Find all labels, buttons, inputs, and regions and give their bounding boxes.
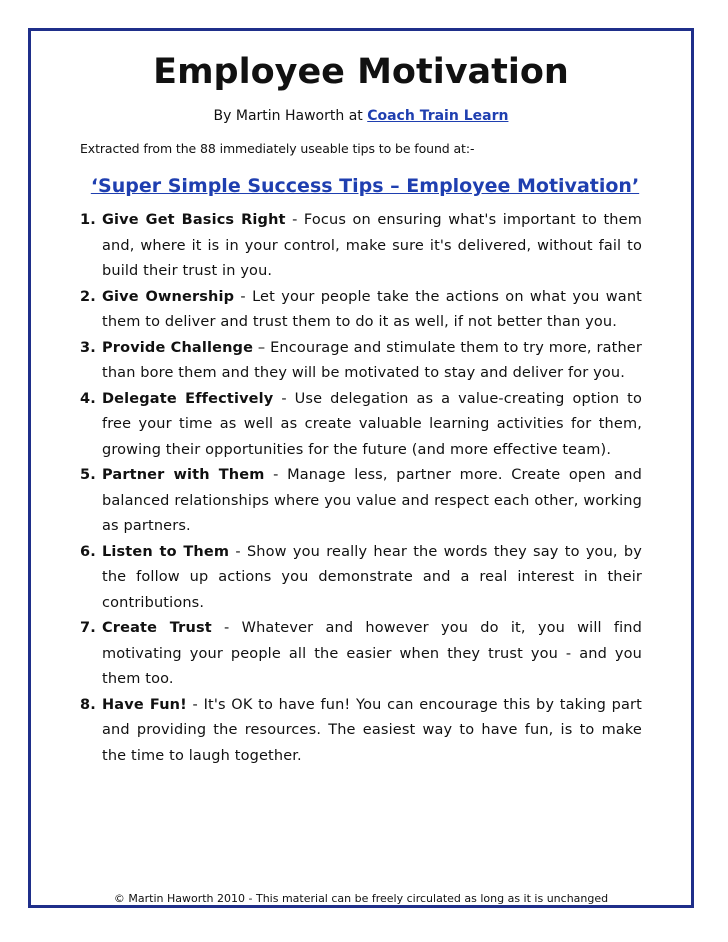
copyright-footer: © Martin Haworth 2010 - This material can be freely circulated as long as it is unchanged [113, 892, 609, 905]
tip-heading: Provide Challenge [102, 339, 254, 356]
tip-number: 5. [80, 467, 96, 483]
tip-text: – Encourage and stimulate them to try more, rather than bore them and they will be motivated to stay and deliver for you. [102, 339, 642, 381]
tip-heading: Delegate Effectively [102, 390, 274, 407]
byline [80, 106, 642, 126]
tip-number: 3. [80, 339, 96, 356]
tip-number: 7. [80, 620, 96, 636]
tip-number: 1. [80, 212, 96, 228]
list-item [80, 693, 642, 770]
tip-text: - Manage less, partner more. Create open and balanced relationships where you value and respect each other, working as partners. [102, 467, 642, 534]
tip-heading: Partner with Them [102, 467, 265, 483]
book-title-link[interactable]: ‘Super Simple Success Tips – Employee Motivation’ [90, 175, 640, 197]
list-item [80, 387, 642, 464]
tip-number: 6. [80, 543, 96, 560]
tip-number: 2. [80, 288, 96, 305]
tip-text: - Let your people take the actions on what you want them to deliver and trust them to do it as well, if not better than you. [102, 288, 642, 330]
tips-list [80, 208, 642, 769]
tip-heading: Listen to Them [102, 543, 230, 560]
tip-number: 4. [80, 390, 96, 407]
extract-note: Extracted from the 88 immediately useable tips to be found at:- [80, 141, 475, 156]
tip-text: - Focus on ensuring what's important to them and, where it is in your control, make sure it's delivered, without fail to build their trust in you. [102, 212, 642, 279]
tip-heading: Give Get Basics Right [102, 212, 286, 228]
list-item [80, 616, 642, 693]
list-item [80, 208, 642, 285]
list-item [80, 336, 642, 387]
document-body [80, 48, 642, 769]
tip-number: 8. [80, 696, 96, 713]
tip-text: - Whatever and however you do it, you will find motivating your people all the easier when they trust you - and you them too. [102, 620, 643, 687]
tip-heading: Create Trust [102, 620, 212, 636]
page-title: Employee Motivation [153, 52, 569, 92]
list-item [80, 285, 642, 336]
list-item [80, 540, 642, 617]
list-item [80, 463, 642, 540]
byline-prefix: By Martin Haworth at [213, 108, 368, 124]
tip-heading: Give Ownership [102, 288, 235, 305]
coach-train-learn-link[interactable]: Coach Train Learn [367, 108, 509, 124]
tip-text: - Use delegation as a value-creating option to free your time as well as create valuable learning activities for them, growing their opportunities for the future (and more effective team). [102, 390, 642, 458]
tip-heading: Have Fun! [102, 696, 187, 713]
tip-text: - It's OK to have fun! You can encourage this by taking part and providing the resources. The easiest way to have fun, is to make the time to laugh together. [102, 696, 642, 764]
tip-text: - Show you really hear the words they say to you, by the follow up actions you demonstrate and a real interest in their contributions. [102, 543, 642, 611]
